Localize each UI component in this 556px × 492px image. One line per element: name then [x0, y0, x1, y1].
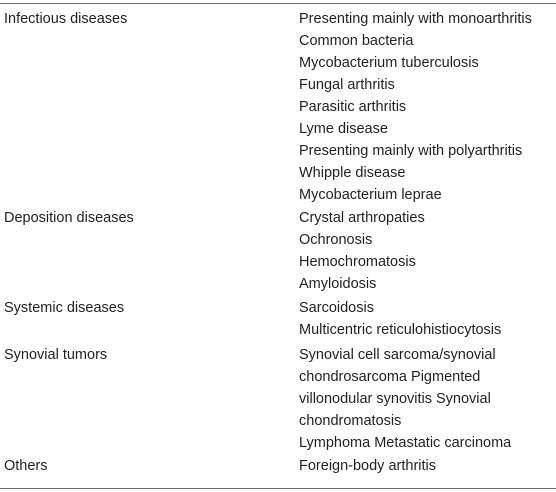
condition-item: Multicentric reticulohistiocytosis	[299, 322, 502, 338]
category-cell: Systemic diseases	[4, 300, 125, 316]
condition-item: Whipple disease	[299, 165, 406, 181]
table-top-rule	[0, 3, 556, 4]
condition-item: Fungal arthritis	[299, 77, 395, 93]
condition-item: Parasitic arthritis	[299, 99, 407, 115]
condition-item: Lyme disease	[299, 121, 388, 137]
condition-item: Foreign-body arthritis	[299, 458, 436, 474]
condition-item: Synovial cell sarcoma/synovial chondrosarcoma Pigmented villonodular synovitis Synovial chondromatosis	[299, 347, 496, 429]
conditions-cell	[299, 8, 549, 206]
condition-item: Lymphoma Metastatic carcinoma	[299, 435, 512, 451]
category-cell: Deposition diseases	[4, 210, 134, 226]
conditions-cell	[299, 344, 549, 454]
condition-item: Crystal arthropaties	[299, 210, 425, 226]
condition-item: Hemochromatosis	[299, 254, 416, 270]
condition-item: Mycobacterium leprae	[299, 187, 442, 203]
condition-item: Amyloidosis	[299, 276, 377, 292]
condition-item: Sarcoidosis	[299, 300, 374, 316]
condition-item: Presenting mainly with monoarthritis	[299, 11, 532, 27]
category-cell: Others	[4, 458, 48, 474]
conditions-cell	[299, 297, 549, 341]
category-cell: Infectious diseases	[4, 11, 128, 27]
conditions-cell	[299, 455, 549, 477]
condition-item: Common bacteria	[299, 33, 414, 49]
table-bottom-rule	[0, 488, 556, 489]
condition-item: Presenting mainly with polyarthritis	[299, 143, 523, 159]
conditions-cell	[299, 207, 549, 295]
condition-item: Ochronosis	[299, 232, 373, 248]
condition-item: Mycobacterium tuberculosis	[299, 55, 479, 71]
category-cell: Synovial tumors	[4, 347, 108, 363]
